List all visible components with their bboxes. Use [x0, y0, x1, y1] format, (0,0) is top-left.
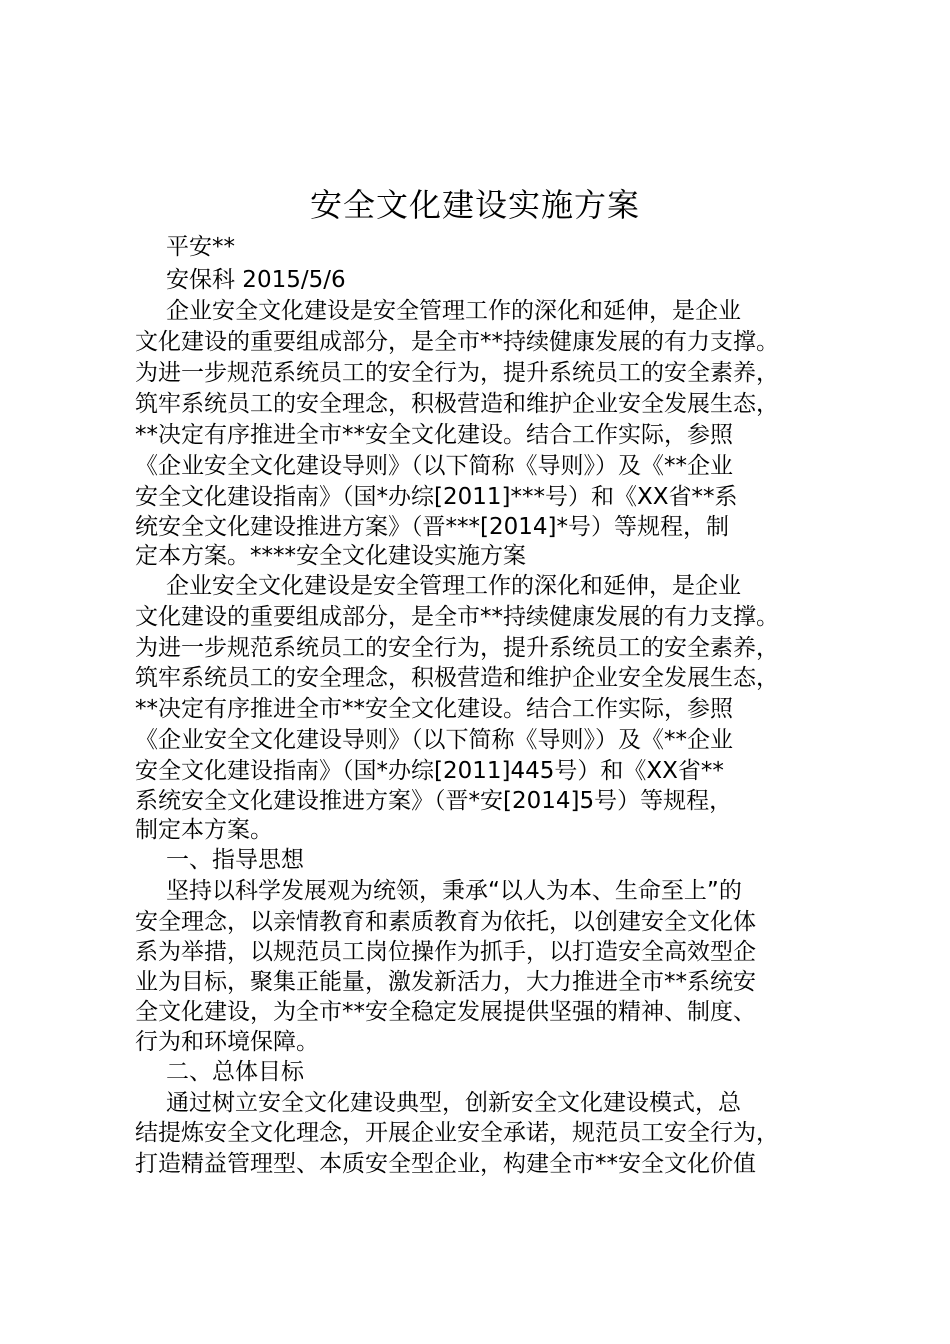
text-line: 业为目标，聚集正能量，激发新活力，大力推进全市**系统安: [135, 969, 756, 995]
text-line: 制定本方案。: [135, 817, 273, 843]
section-heading-guiding-ideology: 一、指导思想: [166, 847, 304, 873]
document-title: 安全文化建设实施方案: [309, 186, 640, 224]
text-line: 企业安全文化建设是安全管理工作的深化和延伸，是企业: [166, 573, 741, 599]
text-line: 筑牢系统员工的安全理念，积极营造和维护企业安全发展生态，: [135, 665, 779, 691]
section-heading-overall-goal: 二、总体目标: [166, 1059, 304, 1085]
department-date-line: 安保科 2015/5/6: [166, 267, 346, 293]
text-line: 《企业安全文化建设导则》（以下简称《导则》）及《**企业: [135, 727, 733, 753]
text-line: 文化建设的重要组成部分，是全市**持续健康发展的有力支撑。: [135, 329, 779, 355]
text-line: 为进一步规范系统员工的安全行为，提升系统员工的安全素养，: [135, 635, 779, 661]
author-line: 平安**: [166, 234, 235, 260]
text-line: 结提炼安全文化理念，开展企业安全承诺，规范员工安全行为，: [135, 1120, 779, 1146]
text-line: 安全理念，以亲情教育和素质教育为依托，以创建安全文化体: [135, 909, 756, 935]
text-line: **决定有序推进全市**安全文化建设。结合工作实际，参照: [135, 696, 733, 722]
text-line: 通过树立安全文化建设典型，创新安全文化建设模式，总: [166, 1090, 741, 1116]
text-line: 企业安全文化建设是安全管理工作的深化和延伸，是企业: [166, 298, 741, 324]
text-line: 打造精益管理型、本质安全型企业，构建全市**安全文化价值: [135, 1151, 756, 1177]
text-line: 行为和环境保障。: [135, 1029, 319, 1055]
text-line: 统安全文化建设推进方案》（晋***[2014]*号）等规程，制: [135, 514, 729, 540]
text-line: 坚持以科学发展观为统领，秉承“以人为本、生命至上”的: [166, 878, 742, 904]
text-line: 定本方案。****安全文化建设实施方案: [135, 543, 526, 569]
text-line: 系为举措，以规范员工岗位操作为抓手，以打造安全高效型企: [135, 939, 756, 965]
text-line: 安全文化建设指南》（国*办综[2011]445号）和《XX省**: [135, 758, 724, 784]
text-line: 全文化建设，为全市**安全稳定发展提供坚强的精神、制度、: [135, 999, 756, 1025]
text-line: 安全文化建设指南》（国*办综[2011]***号）和《XX省**系: [135, 484, 738, 510]
text-line: 系统安全文化建设推进方案》（晋*安[2014]5号）等规程，: [135, 788, 733, 814]
text-line: 文化建设的重要组成部分，是全市**持续健康发展的有力支撑。: [135, 604, 779, 630]
text-line: **决定有序推进全市**安全文化建设。结合工作实际，参照: [135, 422, 733, 448]
text-line: 《企业安全文化建设导则》（以下简称《导则》）及《**企业: [135, 453, 733, 479]
text-line: 为进一步规范系统员工的安全行为，提升系统员工的安全素养，: [135, 360, 779, 386]
text-line: 筑牢系统员工的安全理念，积极营造和维护企业安全发展生态，: [135, 391, 779, 417]
